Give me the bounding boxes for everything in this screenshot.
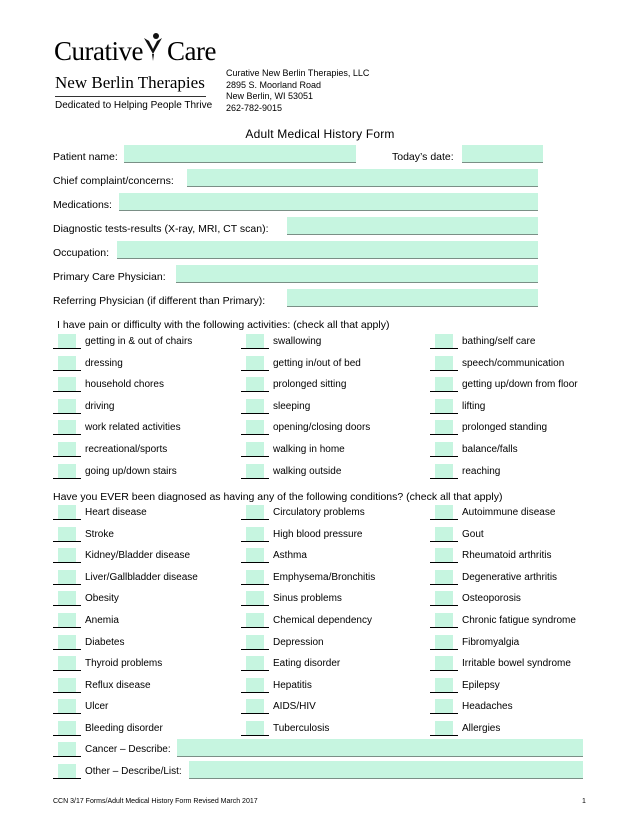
activities-option-label: prolonged standing: [462, 422, 548, 434]
address-city: New Berlin, WI 53051: [226, 91, 314, 101]
conditions-option-label: Diabetes: [85, 636, 125, 648]
activities-option-label: driving: [85, 400, 115, 412]
address-name: Curative New Berlin Therapies, LLC: [226, 68, 370, 78]
activities-option-label: bathing/self care: [462, 336, 536, 347]
patient-name-field[interactable]: [124, 145, 356, 163]
logo-word-care: Care: [166, 36, 216, 66]
conditions-option-label: Kidney/Bladder disease: [85, 550, 191, 562]
referring-label: Referring Physician (if different than Primary):: [53, 295, 266, 307]
conditions-option-label: Chronic fatigue syndrome: [462, 615, 576, 626]
primary-care-field[interactable]: [176, 265, 538, 283]
activities-option-label: opening/closing doors: [273, 422, 371, 434]
conditions-option-label: AIDS/HIV: [273, 701, 316, 713]
conditions-option-label: Rheumatoid arthritis: [462, 550, 552, 562]
form-title: Adult Medical History Form: [245, 127, 395, 141]
activities-option-label: dressing: [85, 357, 123, 369]
activities-option-label: getting up/down from floor: [462, 379, 578, 391]
primary-care-label: Primary Care Physician:: [53, 271, 166, 283]
logo-divider: [55, 96, 206, 97]
referring-field[interactable]: [287, 289, 538, 307]
conditions-option-label: Osteoporosis: [462, 593, 521, 605]
conditions-option-label: Ulcer: [85, 701, 109, 713]
logo-wordmark: [54, 36, 216, 66]
person-figure-icon: [142, 32, 164, 62]
conditions-option-label: Chemical dependency: [273, 615, 372, 626]
cancer-checkbox[interactable]: [53, 742, 193, 758]
address-phone: 262-782-9015: [226, 102, 283, 113]
activities-option-label: reaching: [462, 465, 501, 477]
activities-option-label: getting in/out of bed: [273, 357, 361, 369]
conditions-option-label: Emphysema/Bronchitis: [273, 571, 376, 583]
activities-option-label: walking in home: [273, 444, 345, 455]
conditions-option-label: Allergies: [462, 723, 501, 734]
conditions-option-label: Liver/Gallbladder disease: [85, 571, 198, 583]
conditions-option-label: Degenerative arthritis: [462, 571, 558, 583]
diagnostic-tests-field[interactable]: [287, 217, 538, 235]
conditions-option-label: Reflux disease: [85, 679, 151, 691]
page-number: 1: [582, 798, 586, 805]
company-logo: [54, 34, 214, 114]
other-checkbox[interactable]: [53, 764, 193, 780]
logo-tagline: Dedicated to Helping People Thrive: [55, 100, 213, 111]
conditions-option-label: Irritable bowel syndrome: [462, 658, 571, 670]
activities-option-label: getting in & out of chairs: [85, 336, 193, 347]
logo-word-curative: Curative: [54, 36, 143, 66]
conditions-option-label: High blood pressure: [273, 528, 363, 540]
conditions-option-label: Anemia: [85, 615, 119, 626]
conditions-option-label: Epilepsy: [462, 679, 500, 691]
conditions-option-label: Depression: [273, 636, 324, 648]
todays-date-field[interactable]: [462, 145, 543, 163]
conditions-option-label: Hepatitis: [273, 679, 312, 691]
conditions-option-label: Circulatory problems: [273, 507, 365, 518]
conditions-option-label: Fibromyalgia: [462, 636, 520, 648]
other-describe-field[interactable]: [189, 761, 583, 779]
chief-complaint-label: Chief complaint/concerns:: [53, 175, 174, 187]
cancer-label: Cancer – Describe:: [85, 744, 171, 755]
activities-option-label: speech/communication: [462, 357, 565, 369]
chief-complaint-field[interactable]: [187, 169, 538, 187]
patient-name-label: Patient name:: [53, 151, 118, 163]
activities-option-label: prolonged sitting: [273, 379, 347, 391]
activities-option-label: swallowing: [273, 336, 322, 347]
conditions-option-label: Stroke: [85, 528, 114, 540]
activities-option-label: lifting: [462, 400, 486, 412]
todays-date-label: Today’s date:: [392, 151, 454, 163]
address-street: 2895 S. Moorland Road: [226, 79, 322, 90]
conditions-option-label: Autoimmune disease: [462, 507, 556, 518]
activities-option-label: household chores: [85, 379, 164, 391]
diagnostic-tests-label: Diagnostic tests-results (X-ray, MRI, CT scan):: [53, 223, 269, 235]
medications-label: Medications:: [53, 199, 112, 211]
company-address: [226, 68, 369, 114]
activities-option-label: recreational/sports: [85, 444, 168, 455]
conditions-option-label: Tuberculosis: [273, 723, 330, 734]
other-label: Other – Describe/List:: [85, 766, 182, 777]
conditions-option-label: Asthma: [273, 550, 307, 562]
occupation-field[interactable]: [117, 241, 538, 259]
activities-heading: I have pain or difficulty with the following activities: (check all that apply): [57, 319, 390, 331]
conditions-option-label: Gout: [462, 528, 484, 540]
activities-option-label: walking outside: [273, 465, 342, 477]
activities-option-label: balance/falls: [462, 444, 518, 455]
activities-option-label: sleeping: [273, 400, 311, 412]
conditions-option-label: Thyroid problems: [85, 658, 163, 670]
conditions-option-label: Bleeding disorder: [85, 723, 163, 734]
occupation-label: Occupation:: [53, 247, 110, 259]
conditions-option-label: Sinus problems: [273, 593, 342, 605]
conditions-option-label: Obesity: [85, 593, 119, 605]
activities-option-label: going up/down stairs: [85, 465, 177, 477]
footer-revision: CCN 3/17 Forms/Adult Medical History Form Revised March 2017: [53, 798, 258, 805]
conditions-option-label: Heart disease: [85, 507, 147, 518]
medications-field[interactable]: [119, 193, 538, 211]
cancer-describe-field[interactable]: [177, 739, 583, 757]
logo-subtitle: New Berlin Therapies: [55, 73, 205, 92]
conditions-heading: Have you EVER been diagnosed as having any of the following conditions? (check all that apply): [53, 491, 503, 503]
activities-option-label: work related activities: [85, 422, 181, 434]
conditions-option-label: Headaches: [462, 701, 513, 713]
conditions-option-label: Eating disorder: [273, 658, 341, 670]
